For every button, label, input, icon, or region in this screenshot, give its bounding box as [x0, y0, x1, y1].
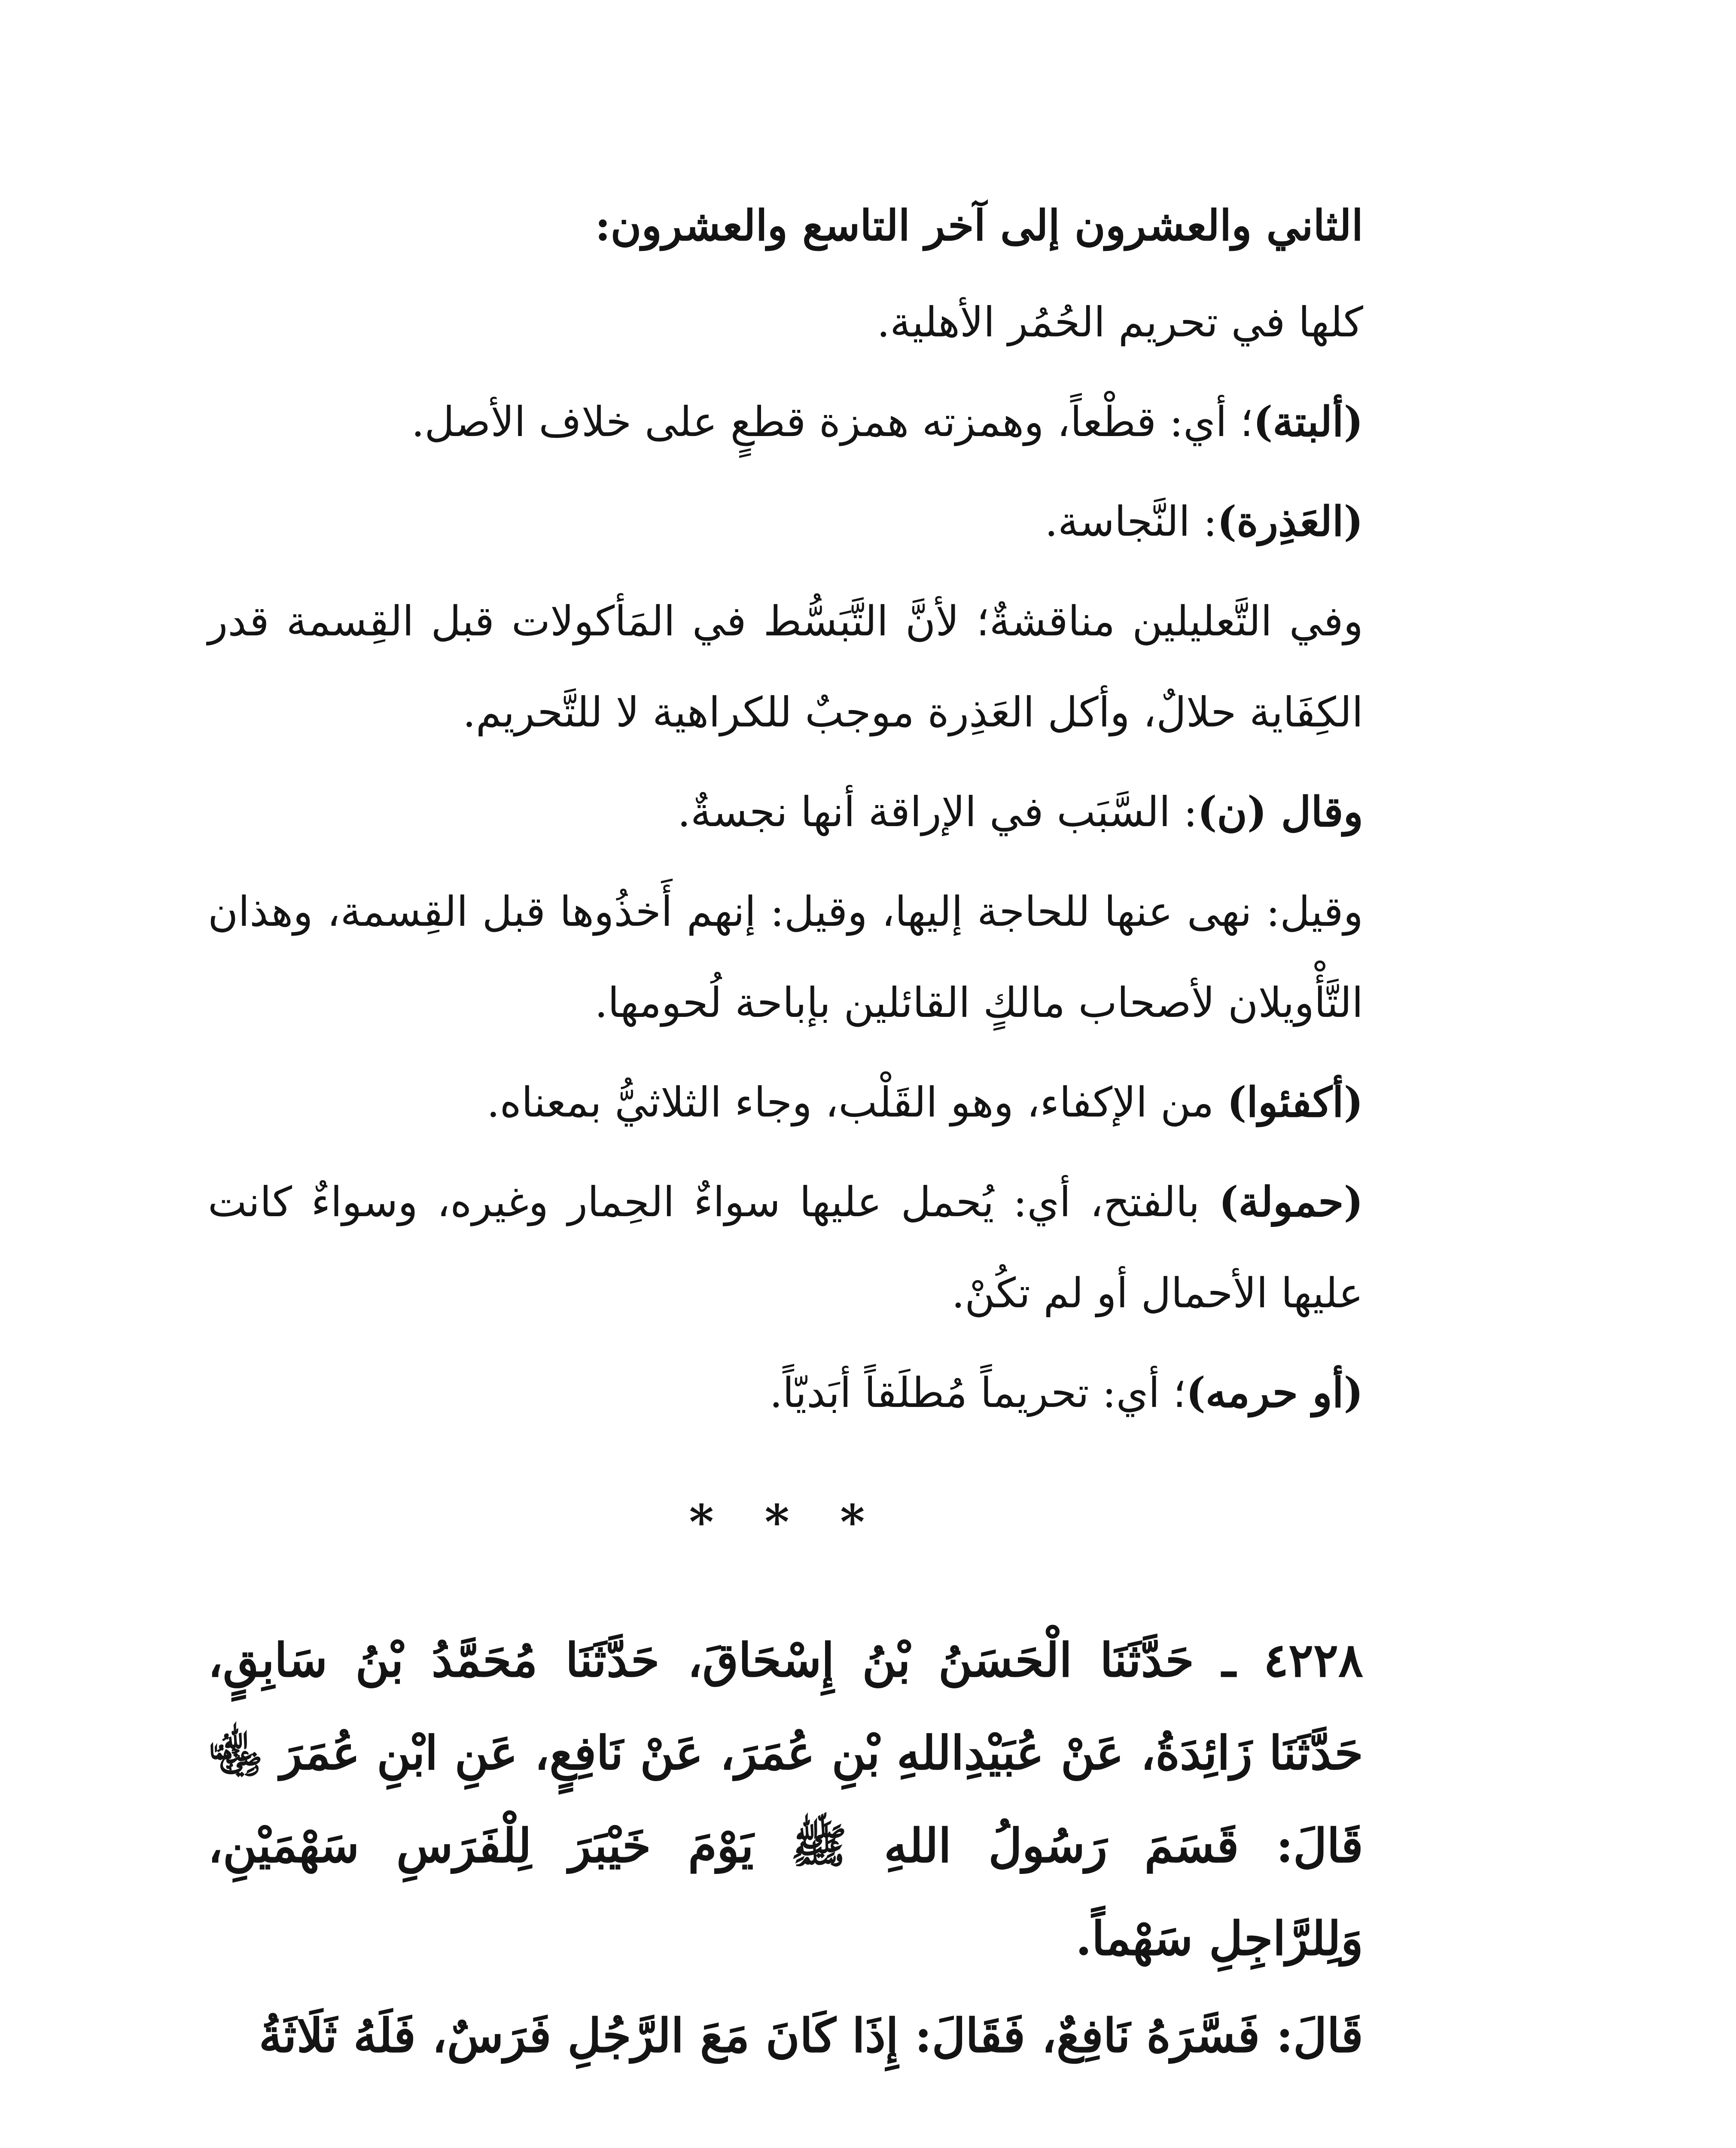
- paragraph-hamula-text: بالفتح، أي: يُحمل عليها سواءٌ الحِمار وغيره، وسواءٌ كانت عليها الأحمال أو لم تكُنْ.: [208, 1178, 1363, 1317]
- term-adhira: (العَذِرة): [1217, 497, 1363, 546]
- paragraph-discussion: وفي التَّعليلين مناقشةٌ؛ لأنَّ التَّبَسُّط في المَأكولات قبل القِسمة قدر الكِفَاية حلالٌ، وأكل العَذِرة موجبٌ للكراهية لا للتَّحريم.: [208, 597, 1363, 736]
- term-albatta: (ألبتة): [1253, 397, 1363, 446]
- term-akfiu: (أكفئوا): [1227, 1078, 1363, 1126]
- paragraph-hamula: [208, 1156, 1363, 1339]
- paragraph-adhira: [208, 476, 1363, 567]
- paragraph-nawawi: [208, 766, 1363, 857]
- term-hamula: (حمولة): [1219, 1178, 1363, 1226]
- term-harramahu: (أو حرمه): [1186, 1368, 1363, 1417]
- paragraph-nawawi-text: : السَّبَب في الإراقة أنها نجسةٌ.: [677, 788, 1197, 836]
- hadith-continuation: قَالَ: فَسَّرَهُ نَافِعٌ، فَقَالَ: إِذَا كَانَ مَعَ الرَّجُلِ فَرَسٌ، فَلَهُ ثَلَاثَةُ: [259, 2009, 1363, 2063]
- paragraph-albatta: [208, 376, 1363, 467]
- paragraph-akfiu: [208, 1057, 1363, 1148]
- term-nawawi: وقال (ن): [1197, 787, 1363, 836]
- commentary-text-block: [208, 180, 1363, 2087]
- paragraph-hmur-text: كلها في تحريم الحُمُر الأهلية.: [877, 298, 1363, 346]
- paragraph-albatta-text: ؛ أي: قطْعاً، وهمزته همزة قطعٍ على خلاف الأصل.: [411, 398, 1253, 446]
- paragraph-harramahu-text: ؛ أي: تحريماً مُطلَقاً أبَديّاً.: [769, 1369, 1186, 1417]
- paragraph-adhira-text: : النَّجاسة.: [1045, 497, 1217, 546]
- section-separator: * * *: [689, 1494, 882, 1550]
- hadith-text: ٤٢٢٨ ـ حَدَّثَنَا الْحَسَنُ بْنُ إِسْحَاقَ، حَدَّثَنَا مُحَمَّدُ بْنُ سَابِقٍ، حَدَّثَنَا زَائِدَةُ، عَنْ عُبَيْدِاللهِ بْنِ عُمَرَ، عَنْ نَافِعٍ، عَنِ ابْنِ عُمَرَ ﵄ قَالَ: قَسَمَ رَسُولُ اللهِ ﷺ يَوْمَ خَيْبَرَ لِلْفَرَسِ سَهْمَيْنِ، وَلِلرَّاجِلِ سَهْماً.: [208, 1633, 1363, 1966]
- paragraph-akfiu-text: من الإكفاء، وهو القَلْب، وجاء الثلاثيُّ بمعناه.: [487, 1078, 1227, 1126]
- paragraph-harramahu: [208, 1347, 1363, 1438]
- paragraph-hmur: [208, 277, 1363, 368]
- section-heading: الثاني والعشرون إلى آخر التاسع والعشرون:: [595, 201, 1363, 250]
- paragraph-interpretations: وقيل: نهى عنها للحاجة إليها، وقيل: إنهم أَخذُوها قبل القِسمة، وهذان التَّأْويلان لأصحاب مالكٍ القائلين بإباحة لُحومها.: [208, 888, 1364, 1027]
